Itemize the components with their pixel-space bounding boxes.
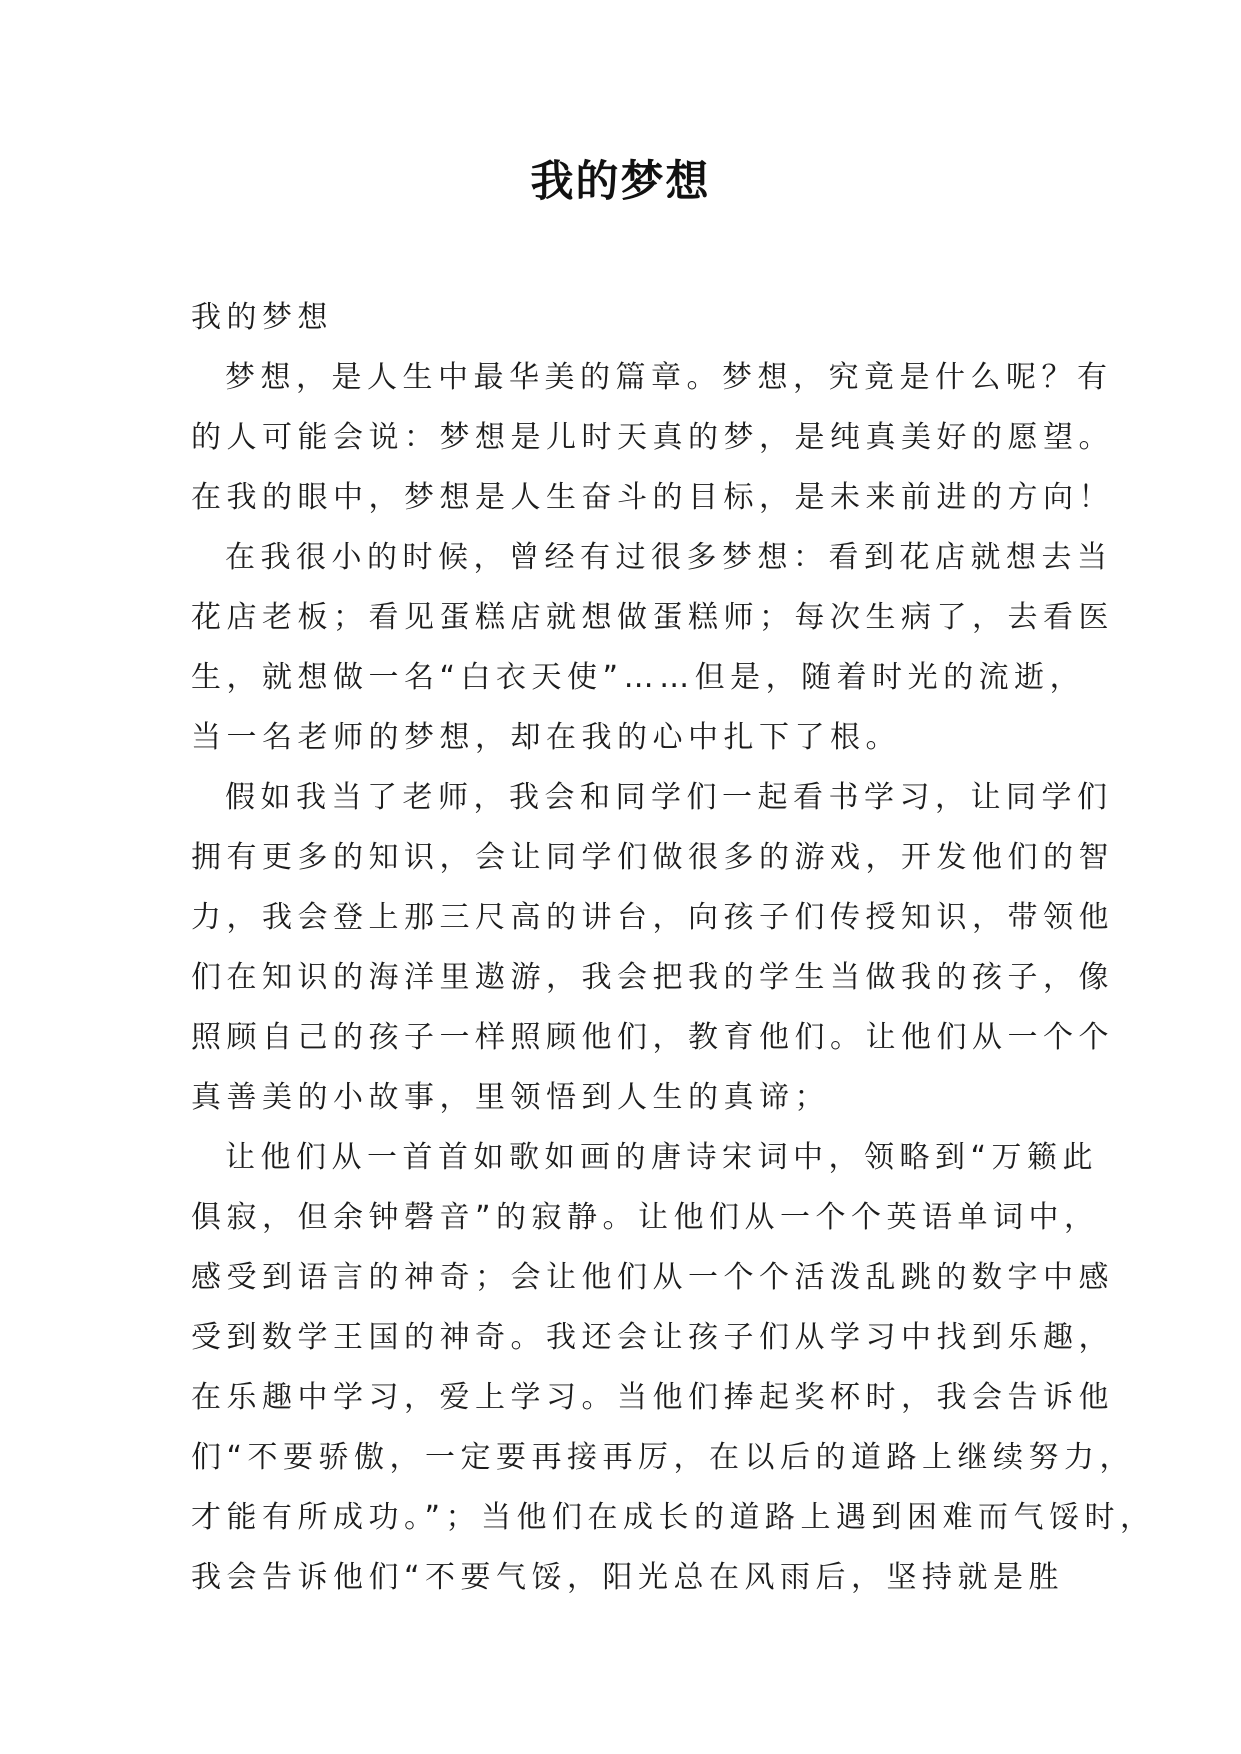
body-line: 让他们从一首首如歌如画的唐诗宋词中，领略到“万籁此 [225,1140,1099,1175]
body-line: 梦想，是人生中最华美的篇章。梦想，究竟是什么呢？有 [225,360,1113,395]
document-title: 我的梦想 [530,157,711,207]
body-line: 在我的眼中，梦想是人生奋斗的目标，是未来前进的方向！ [191,480,1114,515]
body-line: 照顾自己的孩子一样照顾他们，教育他们。让他们从一个个 [191,1020,1114,1055]
body-line: 生，就想做一名“白衣天使”……但是，随着时光的流逝， [191,660,1086,695]
body-line: 力，我会登上那三尺高的讲台，向孩子们传授知识，带领他 [191,900,1114,935]
body-line-subtitle: 我的梦想 [191,300,333,335]
body-line: 们“不要骄傲，一定要再接再厉，在以后的道路上继续努力， [191,1440,1136,1475]
body-line: 在我很小的时候，曾经有过很多梦想：看到花店就想去当 [225,540,1113,575]
body-line: 假如我当了老师，我会和同学们一起看书学习，让同学们 [225,780,1113,815]
body-line: 受到数学王国的神奇。我还会让孩子们从学习中找到乐趣， [191,1320,1114,1355]
body-line: 拥有更多的知识，会让同学们做很多的游戏，开发他们的智 [191,840,1114,875]
body-line: 们在知识的海洋里遨游，我会把我的学生当做我的孩子，像 [191,960,1114,995]
body-line: 在乐趣中学习，爱上学习。当他们捧起奖杯时，我会告诉他 [191,1380,1114,1415]
body-line: 俱寂，但余钟磬音”的寂静。让他们从一个个英语单词中， [191,1200,1100,1235]
body-line: 我会告诉他们“不要气馁，阳光总在风雨后，坚持就是胜 [191,1560,1065,1595]
body-line: 当一名老师的梦想，却在我的心中扎下了根。 [191,720,901,755]
body-line: 感受到语言的神奇；会让他们从一个个活泼乱跳的数字中感 [191,1260,1114,1295]
body-line: 才能有所成功。”；当他们在成长的道路上遇到困难而气馁时， [191,1500,1156,1535]
body-line: 的人可能会说：梦想是儿时天真的梦，是纯真美好的愿望。 [191,420,1114,455]
body-line: 真善美的小故事，里领悟到人生的真谛； [191,1080,830,1115]
body-line: 花店老板；看见蛋糕店就想做蛋糕师；每次生病了，去看医 [191,600,1114,635]
